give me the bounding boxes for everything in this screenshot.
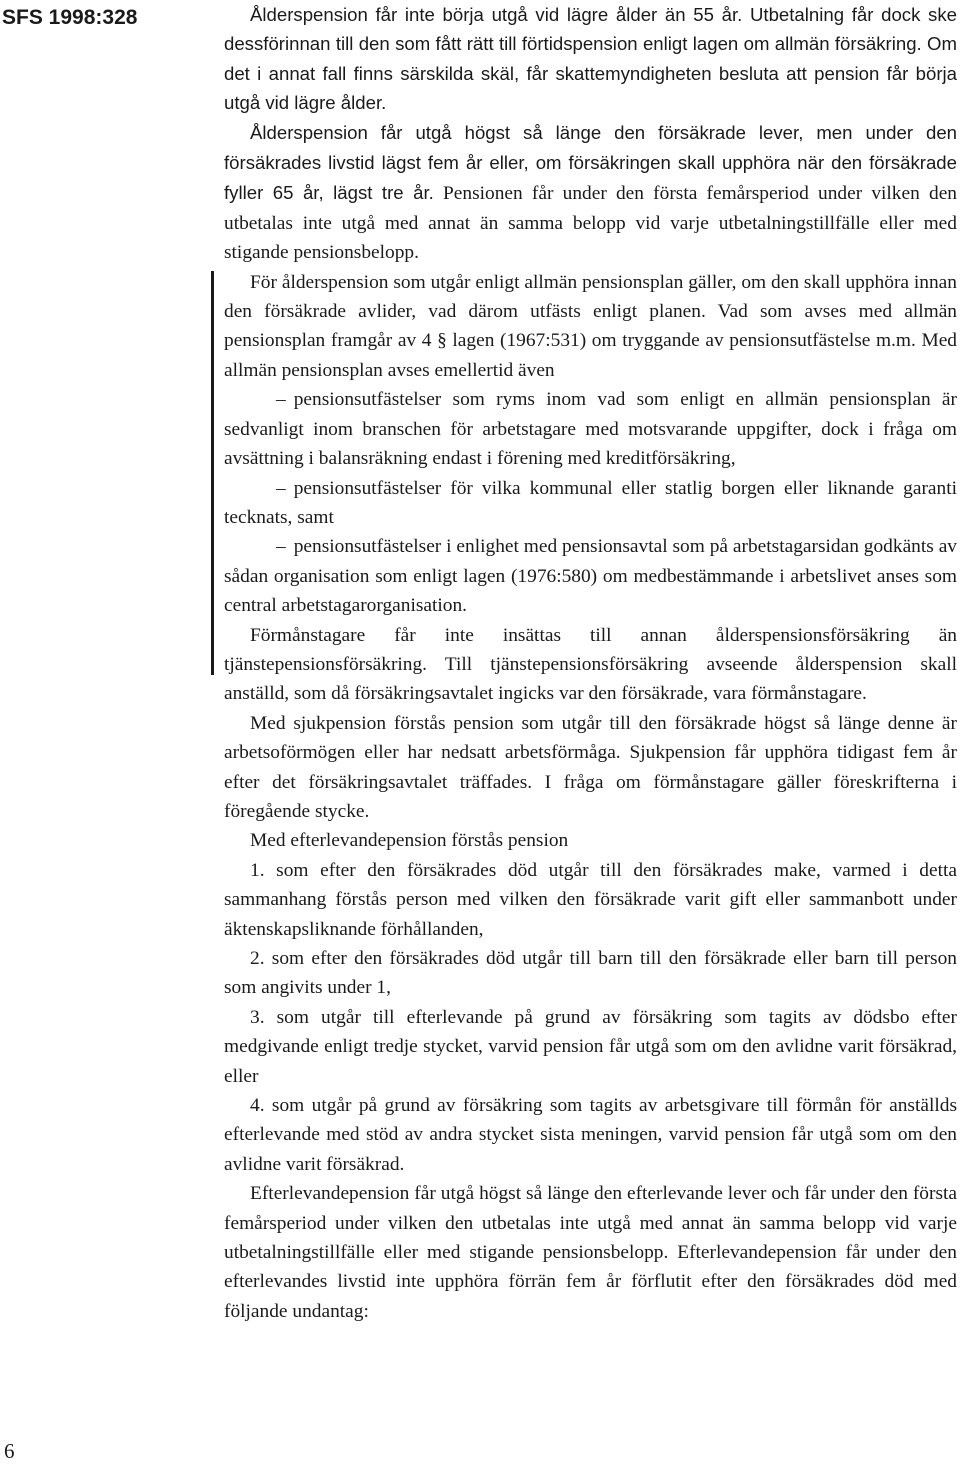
dash-bullet: – (276, 477, 286, 499)
dash-item-text: pensionsutfästelser som ryms inom vad som enligt en allmän pensionsplan är sedvanligt inom branschen för arbetstagare med motsvarande uppgifter, dock i fråga om avsättning i balansräkning endast i förening med kreditförsäkring, (224, 389, 957, 470)
dash-item-3 (224, 532, 957, 620)
paragraph-7: Efterlevandepension får utgå högst så länge den efterlevande lever och får under den första femårsperiod under vilken den utbetalas inte utgå med annat än samma belopp vid varje utbetalningstillfälle eller med stigande pensionsbelopp. Efterlevandepension får under den efterlevandes livstid inte upphöra förrän fem år förflutit efter den försäkrades död med följande undantag: (224, 1183, 957, 1322)
paragraph-6: Med efterlevandepension förstås pension (250, 830, 569, 852)
dash-bullet: – (276, 389, 286, 411)
dash-item-1 (224, 385, 957, 473)
paragraph-5: Med sjukpension förstås pension som utgår till den försäkrade högst så länge denne är arbetsoförmögen eller har nedsatt arbetsförmåga. Sjukpension får upphöra tidigast fem år efter det försäkringsavtalet träffades. I fråga om förmånstagare gäller föreskrifterna i föregående stycke. (224, 712, 957, 822)
dash-item-text: pensionsutfästelser i enlighet med pensionsavtal som på arbetstagarsidan godkänts av sådan organisation som enligt lagen (1976:580) om medbestämmande i arbetslivet anses som central arbetstagarorganisation. (224, 536, 957, 617)
numbered-item-2: 2. som efter den försäkrades död utgår till barn till den försäkrade eller barn till person som angivits under 1, (224, 948, 957, 999)
page-number: 6 (4, 1439, 15, 1463)
sfs-number: SFS 1998:328 (2, 6, 138, 29)
dash-item-2 (224, 474, 957, 533)
paragraph-3: För ålderspension som utgår enligt allmän pensionsplan gäller, om den skall upphöra innan den försäkrade avlider, vad därom utfästs enligt planen. Vad som avses med allmän pensionsplan framgår av 4 § lagen (1967:531) om tryggande av pensionsutfästelse m.m. Med allmän pensionsplan avses emellertid även (224, 271, 957, 381)
dash-item-text: pensionsutfästelser för vilka kommunal eller statlig borgen eller liknande garanti tecknats, samt (224, 477, 957, 528)
numbered-item-1: 1. som efter den försäkrades död utgår till den försäkrades make, varmed i detta sammanhang förstås person med vilken den försäkrade varit gift eller sammanbott under äktenskapsliknande förhållanden, (224, 859, 957, 940)
numbered-item-3: 3. som utgår till efterlevande på grund av försäkring som tagits av dödsbo efter medgivande enligt tredje stycket, varvid pension får utgå som om den avlidne varit försäkrad, eller (224, 1006, 957, 1087)
dash-bullet: – (276, 536, 286, 558)
paragraph-2-serif-text: Pensionen får under den första femårsperiod under vilken den utbetalas inte utgå med annat än samma belopp vid varje utbetalningstillfälle eller med stigande pensionsbelopp. (224, 183, 957, 264)
paragraph-4: Förmånstagare får inte insättas till annan ålderspensionsförsäkring än tjänstepensionsförsäkring. Till tjänstepensionsförsäkring avseende ålderspension skall anställd, som då försäkringsavtalet ingicks var den försäkrade, vara förmånstagare. (224, 624, 957, 705)
paragraph-2-sans-text: Ålderspension får utgå högst så länge den försäkrade lever, men under den försäkrades livstid lägst fem år eller, om försäkringen skall upphöra när den försäkrade fyller 65 år, lägst tre år. (224, 121, 957, 204)
change-bar (211, 271, 214, 675)
paragraph-2 (224, 118, 957, 268)
paragraph-1: Ålderspension får inte börja utgå vid lägre ålder än 55 år. Utbetalning får dock ske dessförinnan till den som fått rätt till förtidspension enligt lagen om allmän försäkring. Om det i annat fall finns särskilda skäl, får skattemyndigheten besluta att pension får börja utgå vid lägre ålder. (224, 4, 957, 114)
numbered-item-4: 4. som utgår på grund av försäkring som tagits av arbetsgivare till förmån för anställds efterlevande med stöd av andra stycket sista meningen, varvid pension får utgå som om den avlidne varit försäkrad. (224, 1095, 957, 1175)
document-body (224, 0, 957, 1326)
